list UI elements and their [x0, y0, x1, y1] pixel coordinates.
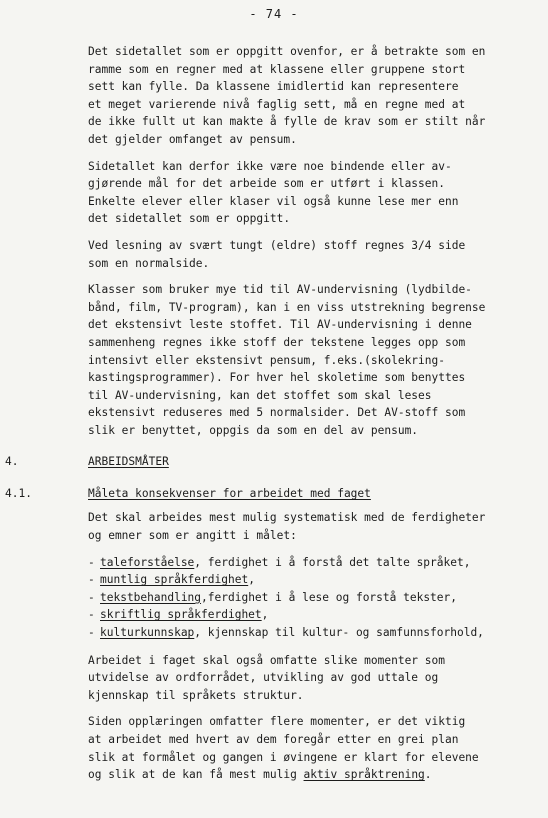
goal-item: [88, 554, 508, 572]
goal-item: [88, 606, 508, 624]
section-title: ARBEIDSMÅTER: [88, 455, 169, 469]
text-line: sammenheng regnes ikke stoff der tekstene legges opp som: [88, 335, 466, 349]
paragraph: [88, 713, 508, 783]
page-number: - 74 -: [249, 7, 299, 21]
text-line: Enkelte elever eller klaser vil også kunne lese mer enn: [88, 194, 459, 208]
goal-item: [88, 624, 508, 642]
goal-term: skriftlig språkferdighet: [100, 608, 262, 622]
text-line: Klasser som bruker mye tid til AV-undervisning (lydbilde-: [88, 283, 472, 297]
goal-description: , ferdighet i å forstå det talte språket,: [194, 555, 471, 569]
text-line: sett kan fylle. Da klassene imidlertid kan representere: [88, 80, 459, 94]
bullet-dash: -: [88, 555, 95, 569]
text-line: og emner som er angitt i målet:: [88, 529, 297, 543]
text-line: Siden opplæringen omfatter flere momenter, er det viktig: [88, 715, 466, 729]
emphasis-text: aktiv språktrening: [303, 768, 425, 782]
body-text: [5, 43, 508, 793]
text-line: Sidetallet kan derfor ikke være noe bindende eller av-: [88, 159, 452, 173]
text-line: kastingsprogrammer). For hver hel skoletime som benyttes: [88, 371, 466, 385]
text-line: ramme som en regner med at klassene eller gruppene stort: [88, 62, 466, 76]
subsection-number: 4.1.: [5, 487, 32, 501]
text-line: intensivt eller ekstensivt pensum, f.eks.(skolekring-: [88, 353, 445, 367]
sentence-end: .: [424, 768, 432, 782]
text-line: Ved lesning av svært tungt (eldre) stoff regnes 3/4 side: [88, 238, 466, 252]
paragraph: [88, 43, 508, 149]
section-4-1-paragraph: [88, 509, 508, 544]
text-line: Arbeidet i faget skal også omfatte slike momenter som: [88, 653, 445, 667]
text-line: og slik at de kan få mest mulig aktiv språktrening.: [88, 768, 432, 782]
section-number: 4.: [5, 455, 19, 469]
text-line: det sidetallet som er oppgitt.: [88, 212, 291, 226]
goal-item: [88, 589, 508, 607]
bullet-dash: -: [88, 608, 95, 622]
text-line: Det sidetallet som er oppgitt ovenfor, er å betrakte som en: [88, 45, 486, 58]
intro-section: [88, 43, 508, 439]
text-line: som en normalside.: [88, 256, 210, 270]
goals-list: [88, 554, 508, 642]
text-line: kjennskap til språkets struktur.: [88, 688, 304, 702]
text-line: Det skal arbeides mest mulig systematisk med de ferdigheter: [88, 511, 486, 525]
text-line: utvidelse av ordforrådet, utvikling av god uttale og: [88, 671, 439, 685]
paragraph: [88, 237, 508, 272]
bullet-dash: -: [88, 573, 95, 587]
text-line: til AV-undervisning, kan det stoffet som skal leses: [88, 388, 432, 402]
goal-description: ,: [261, 608, 269, 622]
goal-item: [88, 571, 508, 589]
goal-term: muntlig språkferdighet: [100, 573, 249, 587]
goal-term: taleforståelse: [100, 555, 195, 569]
text-line: gjørende mål for det arbeide som er utført i klassen.: [88, 177, 445, 191]
goal-description: ,: [248, 573, 255, 587]
goal-description: ,ferdighet i å lese og forstå tekster,: [201, 590, 457, 604]
section-heading-4-1: [5, 485, 508, 503]
text-line: det ekstensivt leste stoffet. Til AV-undervisning i denne: [88, 318, 472, 332]
goal-term: kulturkunnskap: [100, 626, 195, 640]
text-line: de ikke fullt ut kan makte å fylle de krav som er stilt når: [88, 115, 486, 129]
text-line: et meget varierende nivå faglig sett, må en regne med at: [88, 97, 466, 111]
paragraph: [88, 158, 508, 228]
text-line: slik at formålet og gangen i øvingene er klart for elevene: [88, 750, 479, 764]
text-line: ekstensivt reduseres med 5 normalsider. Det AV-stoff som: [88, 406, 466, 420]
text-line: at arbeidet med hvert av dem foregår etter en grei plan: [88, 733, 459, 746]
text-line: slik er benyttet, oppgis da som en del av pensum.: [88, 423, 419, 437]
bullet-dash: -: [88, 590, 95, 604]
paragraph: [88, 652, 508, 705]
section-heading-4: [5, 453, 508, 471]
bullet-dash: -: [88, 626, 95, 640]
subsection-title: Måleta konsekvenser for arbeidet med faget: [88, 487, 371, 501]
paragraph: [88, 281, 508, 439]
text-line: bånd, film, TV-program), kan i en viss utstrekning begrense: [88, 300, 486, 314]
text-line: det gjelder omfanget av pensum.: [88, 132, 297, 146]
closing-section: [88, 652, 508, 784]
goal-description: , kjennskap til kultur- og samfunnsforhold,: [194, 626, 484, 640]
goal-term: tekstbehandling: [100, 590, 202, 604]
